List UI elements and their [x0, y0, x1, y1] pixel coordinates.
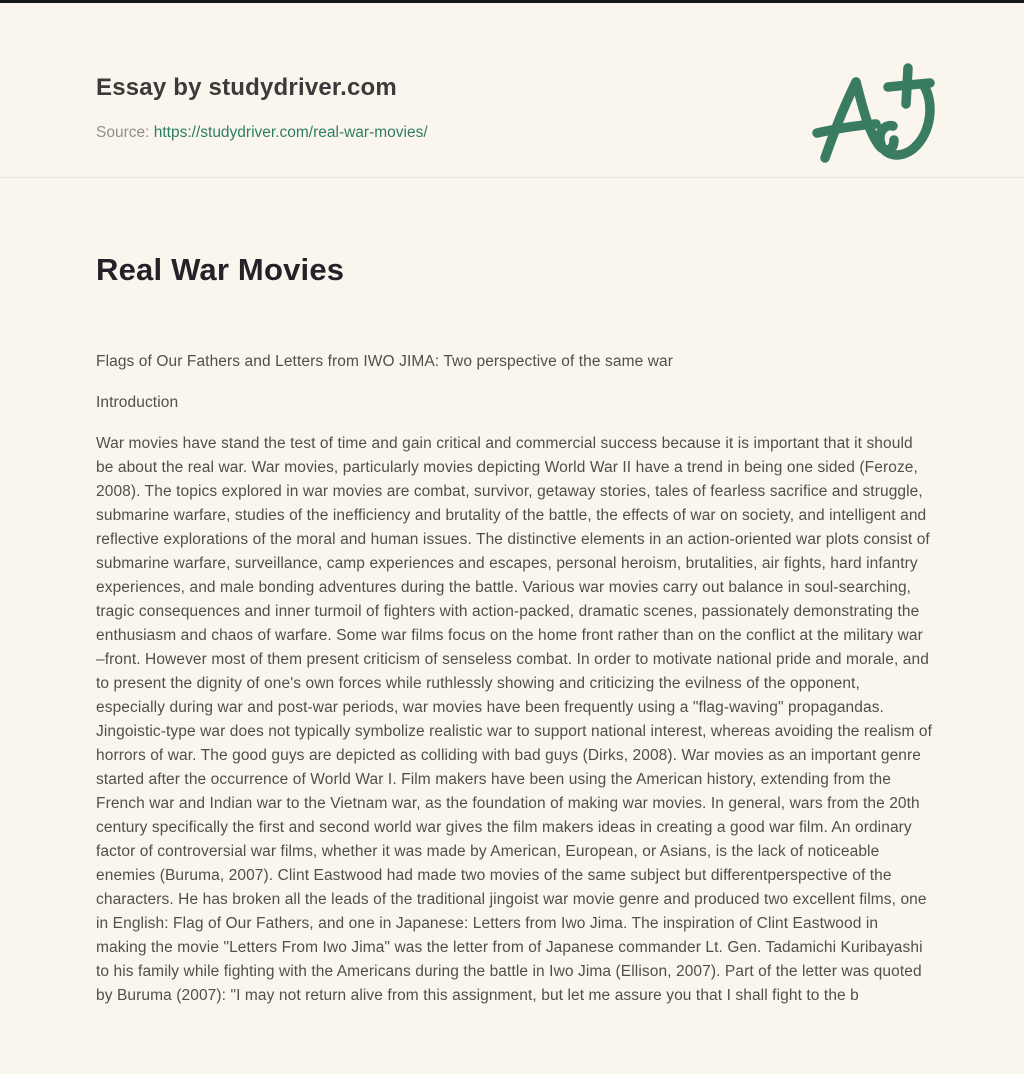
- page-title: Real War Movies: [96, 252, 345, 287]
- header-divider: [0, 177, 1024, 178]
- essay-section-heading: Introduction: [96, 394, 179, 411]
- source-url-link[interactable]: https://studydriver.com/real-war-movies/: [153, 124, 428, 141]
- essay-subtitle: Flags of Our Fathers and Letters from IWO JIMA: Two perspective of the same war: [96, 353, 674, 370]
- page-top-border: [0, 0, 1024, 3]
- source-label: Source:: [96, 124, 150, 141]
- site-header-title: Essay by studydriver.com: [96, 74, 397, 101]
- essay-paragraph: War movies have stand the test of time and gain critical and commercial success because it is important that it should be about the real war. War movies, particularly movies depicting World War II have a trend in being one sided (Feroze, 2008). The topics explored in war movies are combat, survivor, getaway stories, tales of fearless sacrifice and struggle, submarine warfare, studies of the inefficiency and brutality of the battle, the effects of war on society, and intelligent and reflective explorations of the moral and human issues. The distinctive elements in an action-oriented war plots consist of submarine warfare, surveillance, camp experiences and escapes, personal heroism, brutalities, air fights, hard infantry experiences, and male bonding adventures during the battle. Various war movies carry out balance in soul-searching, tragic consequences and inner turmoil of fighters with action-packed, dramatic scenes, passionately demonstrating the enthusiasm and chaos of warfare. Some war films focus on the home front rather than on the conflict at the military war –front. However most of them present criticism of senseless combat. In order to motivate national pride and morale, and to present the dignity of one's own forces while ruthlessly showing and criticizing the evilness of the opponent, especially during war and post-war periods, war movies have been frequently using a "flag-waving" propagandas. Jingoistic-type war does not typically symbolize realistic war to support national interest, whereas avoiding the realism of horrors of war. The good guys are depicted as colliding with bad guys (Dirks, 2008). War movies as an important genre started after the occurrence of World War I. Film makers have been using the American history, extending from the French war and Indian war to the Vietnam war, as the foundation of making war movies. In general, wars from the 20th century specifically the first and second world war gives the film makers ideas in creating a good war film. An ordinary factor of controversial war films, whether it was made by American, European, or Asians, is the lack of noticeable enemies (Buruma, 2007). Clint Eastwood had made two movies of the same subject but differentperspective of the characters. He has broken all the leads of the traditional jingoist war movie genre and produced two excellent films, one in English: Flag of Our Fathers, and one in Japanese: Letters from Iwo Jima. The inspiration of Clint Eastwood in making the movie "Letters From Iwo Jima" was the letter from of Japanese commander Lt. Gen. Tadamichi Kuribayashi to his family while fighting with the Americans during the battle in Iwo Jima (Ellison, 2007). Part of the letter was quoted by Buruma (2007): "I may not return alive from this assignment, but let me assure you that I shall fight to the b: [96, 435, 933, 1004]
- source-line: [96, 124, 428, 142]
- a-plus-logo-icon: [812, 60, 938, 172]
- essay-body: [96, 350, 932, 1025]
